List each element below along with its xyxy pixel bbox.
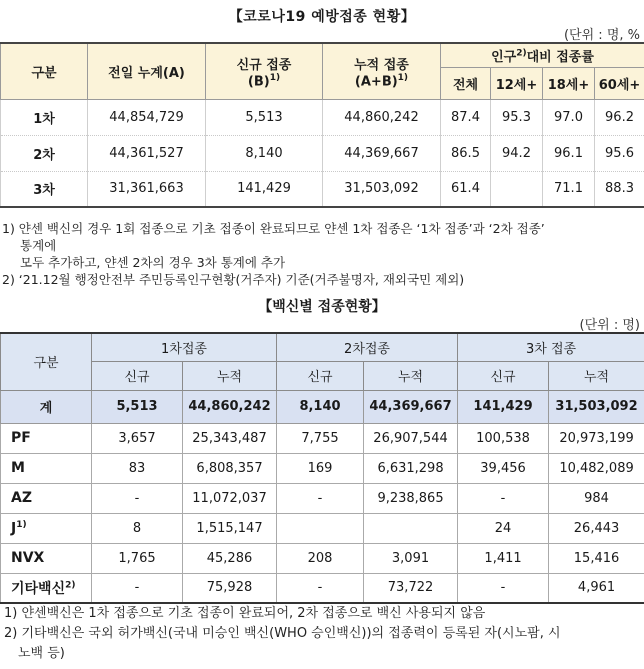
vaccine-label [1, 423, 92, 453]
header-cum-line2: (A+B) [354, 73, 398, 89]
dose1-new-value: - [92, 483, 183, 513]
prev-cum-value: 31,361,663 [88, 171, 206, 207]
dose1-new-value: 83 [92, 453, 183, 483]
vaccine-name: J [11, 520, 17, 537]
cum-value: 44,369,667 [323, 135, 441, 171]
t2-header-cum: 누적 [549, 361, 644, 390]
vaccine-label [1, 513, 92, 543]
table1-title: 【코로나19 예방접종 현황】 [228, 9, 416, 25]
dose3-cum-value: 15,416 [549, 543, 644, 573]
footnote-1-cont2: 모두 추가하고, 얀센 2차의 경우 3차 통계에 추가 [20, 255, 286, 270]
footnote-1-cont: 통계에 [20, 238, 57, 253]
dose3-new-value: - [458, 573, 549, 603]
dose2-cum-value: 3,091 [364, 543, 458, 573]
header-sub-12plus: 12세+ [491, 67, 543, 99]
t2-header-cum: 누적 [364, 361, 458, 390]
rate-total: 61.4 [441, 171, 491, 207]
vaccine-label [1, 543, 92, 573]
table2-unit: (단위 : 명) [579, 318, 640, 333]
t2-header-cum: 누적 [183, 361, 277, 390]
t2-header-new: 신규 [458, 361, 549, 390]
dose3-new-value: 39,456 [458, 453, 549, 483]
table2-title: 【백신별 접종현황】 [258, 299, 386, 315]
vaccine-name: NVX [11, 550, 45, 566]
rate-18plus: 71.1 [543, 171, 595, 207]
header-pop-b: 대비 접종률 [526, 49, 594, 65]
t2-header-new: 신규 [277, 361, 364, 390]
total-row [1, 390, 644, 423]
t2-footnote-2: 2) 기타백신은 국외 허가백신(국내 미승인 백신(WHO 승인백신))의 접종력이 등록된 자(시노팜, 시 [4, 626, 561, 641]
rate-60plus: 96.2 [595, 99, 644, 135]
dose1-cum-value: 1,515,147 [183, 513, 277, 543]
dose3-cum-value: 20,973,199 [549, 423, 644, 453]
rate-60plus: 88.3 [595, 171, 644, 207]
t2-header-dose3: 3차 접종 [458, 333, 644, 361]
footnote-1: 1) 얀센 백신의 경우 1회 접종으로 기초 접종이 완료되므로 얀센 1차 접종은 ‘1차 접종’과 ‘2차 접종’ [2, 221, 545, 236]
header-pop-a: 인구 [491, 49, 517, 65]
dose2-new-value: 208 [277, 543, 364, 573]
dose2-new-value: - [277, 573, 364, 603]
rate-12plus: 94.2 [491, 135, 543, 171]
rate-12plus: 95.3 [491, 99, 543, 135]
vaccine-row [1, 483, 644, 513]
vaccine-name: 기타백신 [11, 580, 66, 597]
cum-value: 31,503,092 [323, 171, 441, 207]
dose1-new-value: - [92, 573, 183, 603]
dose1-new-value: 3,657 [92, 423, 183, 453]
row-label: 3차 [1, 171, 88, 207]
t2-footnote-1: 1) 얀센백신은 1차 접종으로 기초 접종이 완료되어, 2차 접종으로 백신 사용되지 않음 [4, 606, 486, 621]
total-dose2-new: 8,140 [277, 390, 364, 423]
new-value: 5,513 [206, 99, 323, 135]
vaccine-row [1, 423, 644, 453]
t2-header-new: 신규 [92, 361, 183, 390]
t2-header-category: 구분 [1, 333, 92, 390]
rate-total: 86.5 [441, 135, 491, 171]
dose3-new-value: 100,538 [458, 423, 549, 453]
rate-60plus: 95.6 [595, 135, 644, 171]
table1-row [1, 99, 644, 135]
vaccine-row [1, 513, 644, 543]
vaccine-footnote-mark: 1) [16, 519, 27, 530]
prev-cum-value: 44,361,527 [88, 135, 206, 171]
prev-cum-value: 44,854,729 [88, 99, 206, 135]
dose1-cum-value: 6,808,357 [183, 453, 277, 483]
table1-unit: (단위 : 명, % [563, 28, 640, 43]
dose3-cum-value: 984 [549, 483, 644, 513]
row-label: 2차 [1, 135, 88, 171]
dose3-cum-value: 10,482,089 [549, 453, 644, 483]
t2-footnote-2-cont: 노백 등) [18, 646, 65, 661]
dose1-cum-value: 25,343,487 [183, 423, 277, 453]
header-pop-rate [441, 43, 644, 67]
vaccine-row [1, 543, 644, 573]
header-new-line1: 신규 접종 [236, 57, 292, 73]
vaccine-footnote-mark: 2) [65, 580, 76, 591]
header-new [206, 43, 323, 99]
dose2-cum-value: 6,631,298 [364, 453, 458, 483]
footnote-2: 2) ‘21.12월 행정안전부 주민등록인구현황(거주자) 기준(거주불명자, 재외국민 제외) [2, 272, 465, 287]
header-new-line2: (B) [247, 73, 270, 89]
total-dose3-cum: 31,503,092 [549, 390, 644, 423]
header-cum-line1: 누적 접종 [354, 57, 409, 73]
new-value: 141,429 [206, 171, 323, 207]
header-new-sup: 1) [269, 72, 281, 83]
table1-footnotes [2, 220, 642, 288]
new-value: 8,140 [206, 135, 323, 171]
vaccine-name: PF [11, 430, 31, 446]
dose2-new-value: 7,755 [277, 423, 364, 453]
total-dose1-cum: 44,860,242 [183, 390, 277, 423]
vaccine-label [1, 573, 92, 603]
total-dose1-new: 5,513 [92, 390, 183, 423]
rate-12plus [491, 171, 543, 207]
table2-footnotes [4, 604, 644, 664]
cum-value: 44,860,242 [323, 99, 441, 135]
dose1-cum-value: 45,286 [183, 543, 277, 573]
dose1-new-value: 8 [92, 513, 183, 543]
dose2-cum-value: 73,722 [364, 573, 458, 603]
dose2-new-value: - [277, 483, 364, 513]
vaccine-row [1, 573, 644, 603]
dose3-new-value: 24 [458, 513, 549, 543]
t2-header-dose2: 2차접종 [277, 333, 458, 361]
header-category: 구분 [1, 43, 88, 99]
dose2-cum-value: 26,907,544 [364, 423, 458, 453]
dose3-cum-value: 26,443 [549, 513, 644, 543]
dose1-cum-value: 11,072,037 [183, 483, 277, 513]
table1-row [1, 171, 644, 207]
rate-total: 87.4 [441, 99, 491, 135]
total-dose2-cum: 44,369,667 [364, 390, 458, 423]
vaccination-status-table [0, 42, 644, 208]
rate-18plus: 96.1 [543, 135, 595, 171]
row-label: 1차 [1, 99, 88, 135]
rate-18plus: 97.0 [543, 99, 595, 135]
vaccine-label [1, 453, 92, 483]
header-cum [323, 43, 441, 99]
vaccine-label [1, 483, 92, 513]
header-prev-cum: 전일 누계(A) [88, 43, 206, 99]
dose2-new-value: 169 [277, 453, 364, 483]
table1-row [1, 135, 644, 171]
header-pop-sup: 2) [516, 48, 527, 59]
dose3-new-value: 1,411 [458, 543, 549, 573]
total-label: 계 [1, 390, 92, 423]
vaccine-name: M [11, 460, 25, 476]
total-dose3-new: 141,429 [458, 390, 549, 423]
dose3-new-value: - [458, 483, 549, 513]
dose3-cum-value: 4,961 [549, 573, 644, 603]
vaccine-type-table [0, 332, 644, 604]
dose1-new-value: 1,765 [92, 543, 183, 573]
dose2-cum-value [364, 513, 458, 543]
vaccine-row [1, 453, 644, 483]
dose1-cum-value: 75,928 [183, 573, 277, 603]
header-sub-total: 전체 [441, 67, 491, 99]
t2-header-dose1: 1차접종 [92, 333, 277, 361]
dose2-cum-value: 9,238,865 [364, 483, 458, 513]
header-sub-18plus: 18세+ [543, 67, 595, 99]
dose2-new-value [277, 513, 364, 543]
vaccine-name: AZ [11, 490, 32, 506]
header-sub-60plus: 60세+ [595, 67, 644, 99]
header-cum-sup: 1) [397, 72, 409, 83]
